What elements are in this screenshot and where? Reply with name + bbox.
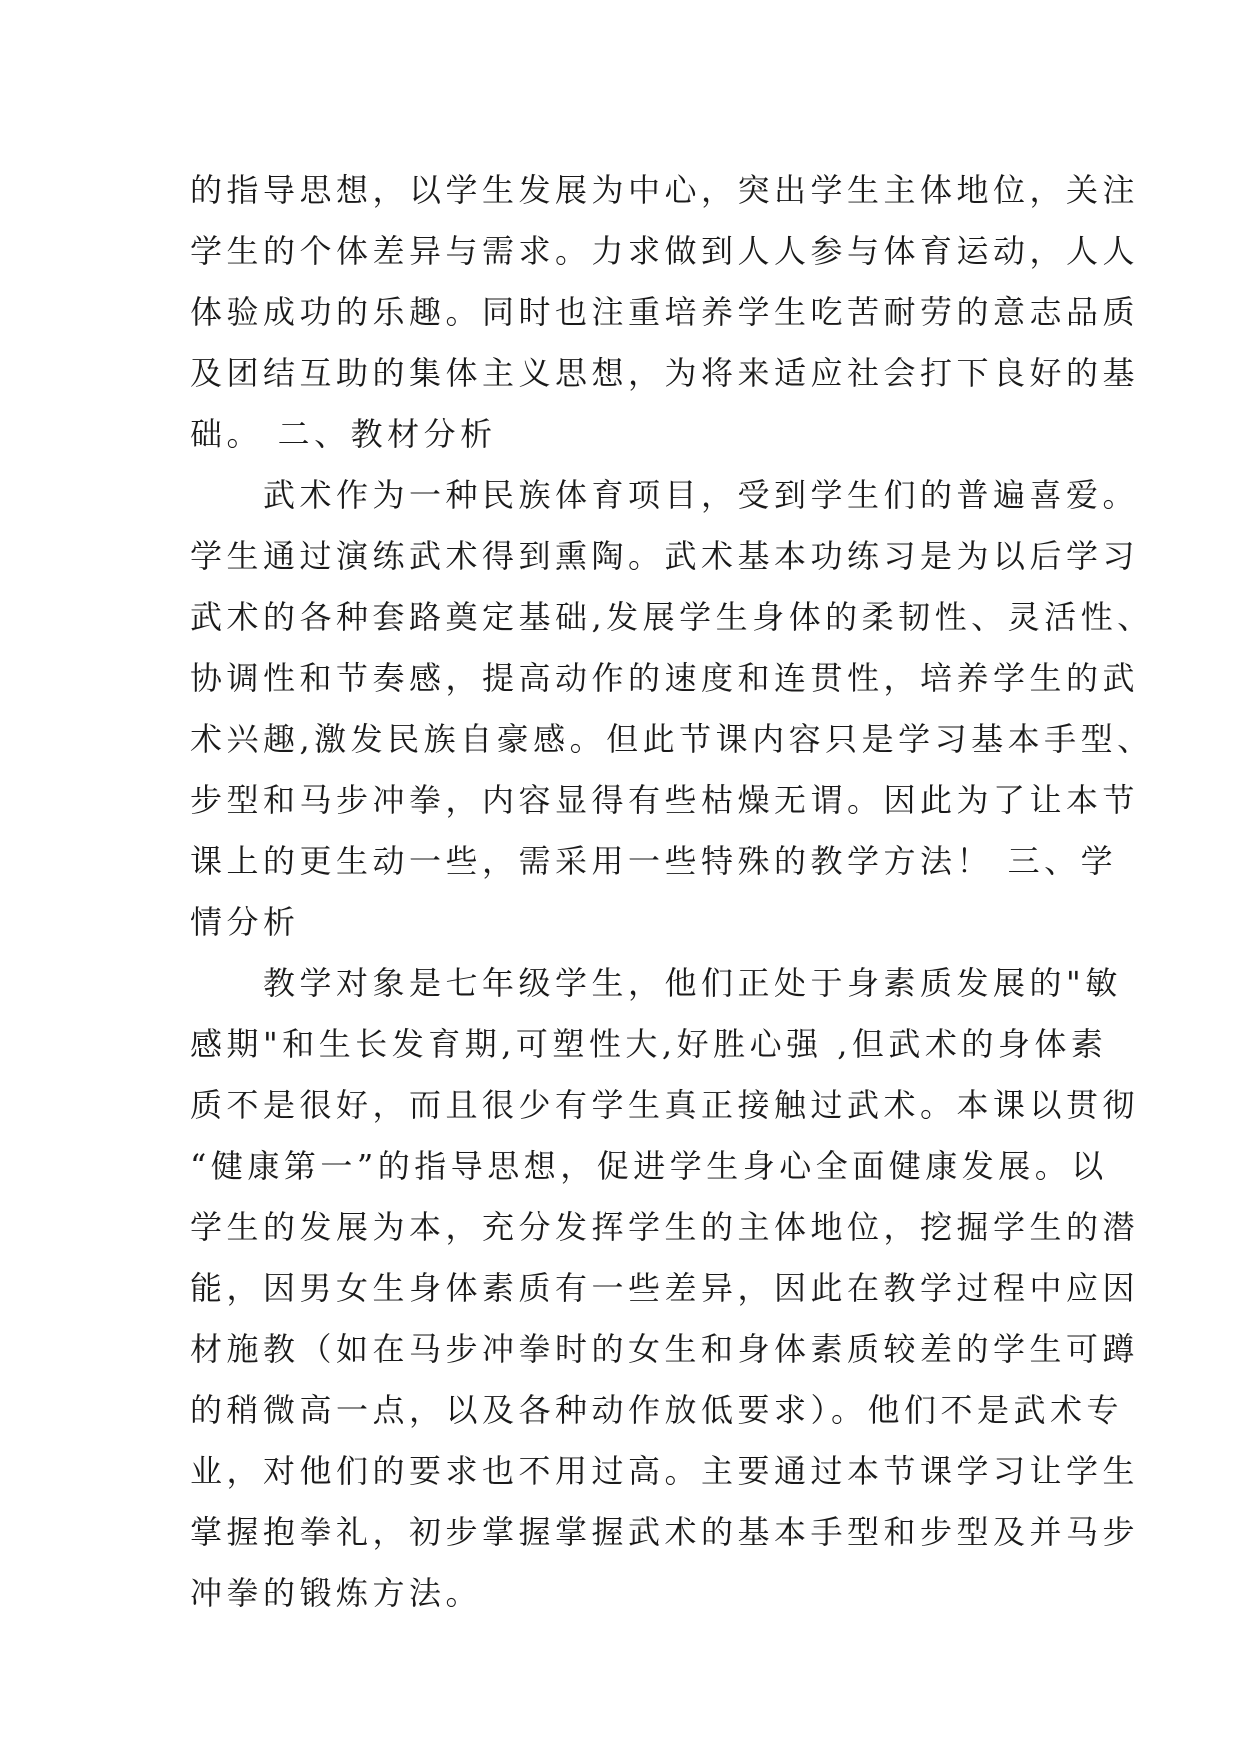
- text-line: 体验成功的乐趣。同时也注重培养学生吃苦耐劳的意志品质: [190, 293, 1140, 331]
- text-line: 的稍微高一点，以及各种动作放低要求）。他们不是武术专: [190, 1391, 1124, 1429]
- section-heading-line: 础。 二、教材分析: [190, 415, 497, 453]
- text-line: “健康第一”的指导思想，促进学生身心全面健康发展。以: [190, 1147, 1108, 1185]
- text-line: 及团结互助的集体主义思想，为将来适应社会打下良好的基: [190, 354, 1140, 392]
- text-line: 协调性和节奏感，提高动作的速度和连贯性，培养学生的武: [190, 659, 1140, 697]
- text-line: 材施教（如在马步冲拳时的女生和身体素质较差的学生可蹲: [190, 1330, 1140, 1368]
- text-line: 学生的发展为本，充分发挥学生的主体地位，挖掘学生的潜: [190, 1208, 1140, 1246]
- text-line: 步型和马步冲拳，内容显得有些枯燥无谓。因此为了让本节: [190, 781, 1140, 819]
- text-line: 术兴趣,激发民族自豪感。但此节课内容只是学习基本手型、: [190, 720, 1154, 758]
- text-line: 学生通过演练武术得到熏陶。武术基本功练习是为以后学习: [190, 537, 1140, 575]
- text-line: 业，对他们的要求也不用过高。主要通过本节课学习让学生: [190, 1452, 1140, 1490]
- text-line: 能，因男女生身体素质有一些差异，因此在教学过程中应因: [190, 1269, 1140, 1307]
- text-line: 质不是很好，而且很少有学生真正接触过武术。本课以贯彻: [190, 1086, 1140, 1124]
- body-text: [190, 160, 1154, 1624]
- section-heading-line: 情分析: [190, 903, 300, 941]
- text-line: 教学对象是七年级学生，他们正处于身素质发展的"敏: [190, 964, 1122, 1002]
- text-line: 掌握抱拳礼，初步掌握掌握武术的基本手型和步型及并马步: [190, 1513, 1140, 1551]
- text-line: 感期"和生长发育期,可塑性大,好胜心强 ,但武术的身体素: [190, 1025, 1108, 1063]
- text-line: 武术作为一种民族体育项目，受到学生们的普遍喜爱。: [190, 476, 1140, 514]
- text-line: 的指导思想，以学生发展为中心，突出学生主体地位，关注: [190, 171, 1140, 209]
- text-line: 课上的更生动一些，需采用一些特殊的教学方法！ 三、学: [190, 842, 1118, 880]
- text-line: 武术的各种套路奠定基础,发展学生身体的柔韧性、灵活性、: [190, 598, 1154, 636]
- text-line: 冲拳的锻炼方法。: [190, 1574, 483, 1612]
- text-line: 学生的个体差异与需求。力求做到人人参与体育运动，人人: [190, 232, 1140, 270]
